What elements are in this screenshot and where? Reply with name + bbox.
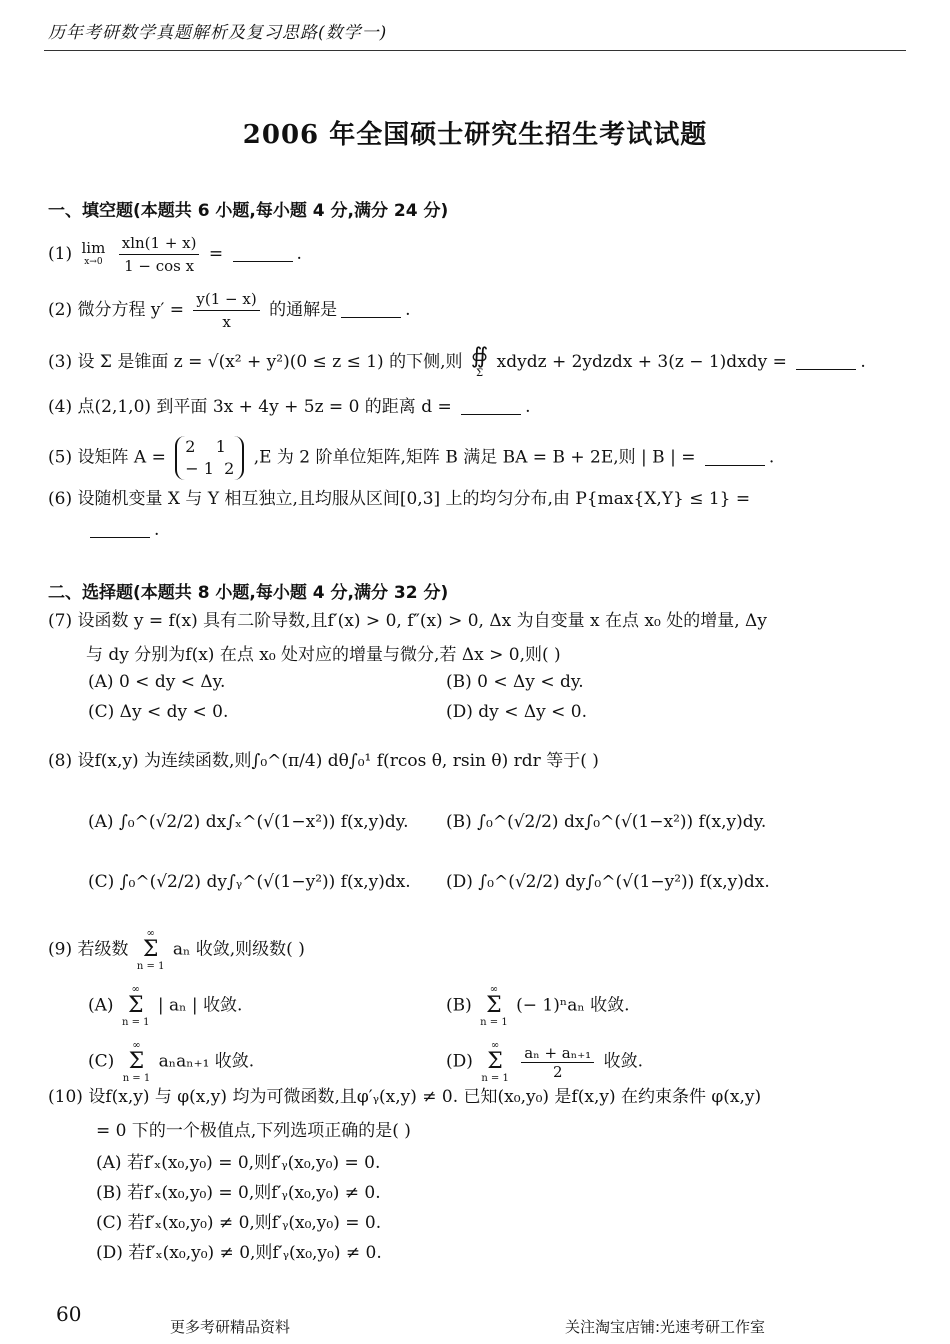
surface-integral: ∯ Σ [470, 344, 489, 379]
page-number: 60 [56, 1302, 82, 1326]
q7-option-a: (A) 0 < dy < Δy. [88, 672, 226, 692]
q9-option-b: (B) ∞ Σ n = 1 (− 1)ⁿaₙ 收敛. [446, 984, 630, 1028]
q8-option-d: (D) ∫₀^(√2/2) dy∫₀^(√(1−y²)) f(x,y)dx. [446, 872, 770, 892]
q7-option-b: (B) 0 < Δy < dy. [446, 672, 584, 692]
question-10: (10) 设f(x,y) 与 φ(x,y) 均为可微函数,且φ′ᵧ(x,y) ≠ 0. 已知(x₀,y₀) 是f(x,y) 在约束条件 φ(x,y) [48, 1087, 762, 1107]
question-6-blank-line: . [86, 520, 159, 540]
q8-option-c: (C) ∫₀^(√2/2) dy∫ᵧ^(√(1−y²)) f(x,y)dx. [88, 872, 411, 892]
q7-option-d: (D) dy < Δy < 0. [446, 702, 587, 722]
answer-blank [233, 261, 293, 262]
limit: lim x→0 [81, 238, 106, 267]
q9-option-a: (A) ∞ Σ n = 1 | aₙ | 收敛. [88, 984, 243, 1028]
running-header: 历年考研数学真题解析及复习思路(数学一) [48, 23, 388, 43]
page-title: 2006 年全国硕士研究生招生考试试题 [242, 120, 708, 150]
q9-option-d: (D) ∞ Σ n = 1 $\frac{\text{aₙ + aₙ₊₁}}{2}$ 收敛. [446, 1040, 643, 1084]
answer-blank [341, 317, 401, 318]
matrix: 2 1 − 1 2 [175, 436, 244, 480]
q10-option-b: (B) 若f′ₓ(x₀,y₀) = 0,则f′ᵧ(x₀,y₀) ≠ 0. [96, 1183, 381, 1203]
q8-option-a: (A) ∫₀^(√2/2) dx∫ₓ^(√(1−x²)) f(x,y)dy. [88, 812, 409, 832]
question-4: (4) 点(2,1,0) 到平面 3x + 4y + 5z = 0 的距离 d = . [48, 397, 531, 417]
q10-option-a: (A) 若f′ₓ(x₀,y₀) = 0,则f′ᵧ(x₀,y₀) = 0. [96, 1153, 381, 1173]
question-9: (9) 若级数 ∞ Σ n = 1 aₙ 收敛,则级数( ) [48, 928, 305, 972]
answer-blank [705, 465, 765, 466]
answer-blank [796, 369, 856, 370]
header-rule [44, 50, 906, 51]
fraction: $\frac{xln(1 + x)}{\text{1 − cos x}}$ [119, 232, 200, 277]
footer-left-note: 更多考研精品资料 [170, 1318, 291, 1336]
section-heading-choice: 二、选择题(本题共 8 小题,每小题 4 分,满分 32 分) [48, 583, 449, 603]
answer-blank [461, 414, 521, 415]
question-5: (5) 设矩阵 A = 2 1 − 1 2 ,E 为 2 阶单位矩阵,矩阵 B 满足 BA = B + 2E,则 | B | = . [48, 437, 775, 478]
q8-option-b: (B) ∫₀^(√2/2) dx∫₀^(√(1−x²)) f(x,y)dy. [446, 812, 767, 832]
question-1: (1) lim x→0 $\frac{xln(1 + x)}{\text{1 − cos x}}$ = . [48, 234, 302, 275]
q10-option-d: (D) 若f′ₓ(x₀,y₀) ≠ 0,则f′ᵧ(x₀,y₀) ≠ 0. [96, 1243, 382, 1263]
footer-right-note: 关注淘宝店铺:光速考研工作室 [565, 1318, 766, 1336]
q10-option-c: (C) 若f′ₓ(x₀,y₀) ≠ 0,则f′ᵧ(x₀,y₀) = 0. [96, 1213, 382, 1233]
q7-option-c: (C) Δy < dy < 0. [88, 702, 229, 722]
question-8: (8) 设f(x,y) 为连续函数,则∫₀^(π/4) dθ∫₀¹ f(rcos θ, rsin θ) rdr 等于( ) [48, 751, 599, 771]
question-7: (7) 设函数 y = f(x) 具有二阶导数,且f′(x) > 0, f″(x) > 0, Δx 为自变量 x 在点 x₀ 处的增量, Δy [48, 611, 767, 631]
question-3: (3) 设 Σ 是锥面 z = √(x² + y²)(0 ≤ z ≤ 1) 的下侧,则 ∯ Σ xdydz + 2ydzdx + 3(z − 1)dxdy = . [48, 344, 866, 379]
answer-blank [90, 537, 150, 538]
question-6: (6) 设随机变量 X 与 Y 相互独立,且均服从区间[0,3] 上的均匀分布,由 P{max{X,Y} ≤ 1} = [48, 489, 751, 509]
q9-option-c: (C) ∞ Σ n = 1 aₙaₙ₊₁ 收敛. [88, 1040, 255, 1084]
section-heading-fill-in: 一、填空题(本题共 6 小题,每小题 4 分,满分 24 分) [48, 201, 449, 221]
fraction: $\frac{y(1 - x)}{x}$ [193, 288, 259, 333]
question-7-cont: 与 dy 分别为f(x) 在点 x₀ 处对应的增量与微分,若 Δx > 0,则( ) [86, 645, 561, 665]
question-10-cont: = 0 下的一个极值点,下列选项正确的是( ) [96, 1121, 411, 1141]
summation: ∞ Σ n = 1 [136, 928, 165, 972]
question-2: (2) 微分方程 y′ = $\frac{y(1 - x)}{x}$ 的通解是 . [48, 290, 411, 331]
